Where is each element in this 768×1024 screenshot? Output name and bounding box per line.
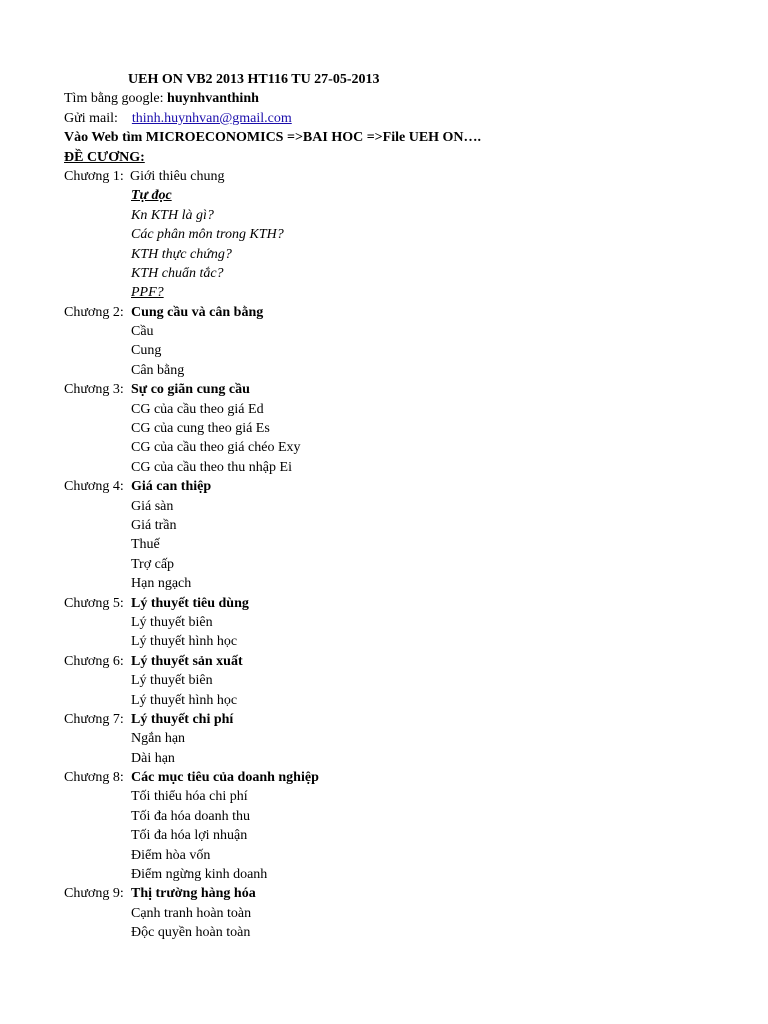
chapter-6-title: Lý thuyết sản xuất — [131, 653, 243, 669]
chapter-3-item-1: CG của cầu theo giá Ed — [131, 401, 264, 417]
chapter-2-label: Chương 2: — [64, 304, 124, 320]
chapter-5-title: Lý thuyết tiêu dùng — [131, 595, 249, 611]
chapter-4-item-4: Trợ cấp — [131, 556, 175, 572]
mail-label: Gửi mail: — [64, 110, 118, 126]
chapter-5-heading — [64, 594, 744, 613]
chapter-3-item-3: CG của cầu theo giá chéo Exy — [131, 440, 301, 456]
chapter-6-heading — [64, 652, 744, 671]
chapter-4-title: Giá can thiệp — [131, 479, 212, 495]
chapter-3-item-2: CG của cung theo giá Es — [131, 421, 270, 437]
chapter-8-item-5: Điểm ngừng kinh doanh — [131, 867, 268, 883]
chapter-4-item-1: Giá sàn — [131, 498, 174, 514]
chapter-1-item-2: Kn KTH là gì? — [131, 207, 214, 223]
chapter-1-item-1: Tự đọc — [131, 188, 172, 204]
chapter-3-label: Chương 3: — [64, 382, 124, 398]
chapter-2-heading — [64, 303, 744, 322]
web-instruction: Vào Web tìm MICROECONOMICS =>BAI HOC =>File UEH ON…. — [64, 130, 482, 146]
chapter-9-item-1: Cạnh tranh hoàn toàn — [131, 905, 252, 921]
chapter-6-item-1: Lý thuyết biên — [131, 673, 213, 689]
chapter-1-item-3: Các phân môn trong KTH? — [131, 227, 284, 243]
chapter-2-item-2: Cung — [131, 343, 162, 359]
chapter-4-item-5: Hạn ngạch — [131, 576, 192, 592]
chapter-9-item-2: Độc quyền hoàn toàn — [131, 925, 251, 941]
google-search-value: huynhvanthinh — [167, 91, 259, 107]
chapter-8-item-3: Tối đa hóa lợi nhuận — [131, 828, 248, 844]
chapter-2-item-1: Cầu — [131, 324, 154, 340]
chapter-1-item-6: PPF? — [131, 285, 164, 301]
chapter-9-label: Chương 9: — [64, 886, 124, 902]
chapter-1-heading — [64, 167, 744, 186]
chapter-6-label: Chương 6: — [64, 653, 124, 669]
chapter-7-item-1: Ngắn hạn — [131, 731, 186, 747]
chapter-2-item-3: Cân bằng — [131, 362, 185, 378]
chapter-8-title: Các mục tiêu của doanh nghiệp — [131, 770, 319, 786]
chapter-1-label: Chương 1: — [64, 168, 124, 184]
chapter-3-heading — [64, 380, 744, 399]
google-search-label: Tìm bằng google: — [64, 91, 168, 107]
chapter-5-item-1: Lý thuyết biên — [131, 614, 213, 630]
chapter-1-item-4: KTH thực chứng? — [131, 246, 232, 262]
chapter-8-item-1: Tối thiểu hóa chi phí — [131, 789, 248, 805]
chapter-9-title: Thị trường hàng hóa — [131, 886, 256, 902]
chapter-8-item-2: Tối đa hóa doanh thu — [131, 808, 250, 824]
chapter-8-heading — [64, 768, 744, 787]
chapter-7-title: Lý thuyết chi phí — [131, 711, 234, 727]
chapter-3-item-4: CG của cầu theo thu nhập Ei — [131, 459, 292, 475]
email-link[interactable]: thinh.huynhvan@gmail.com — [131, 110, 292, 126]
chapter-5-label: Chương 5: — [64, 595, 124, 611]
google-search-line — [64, 89, 744, 108]
chapter-8-label: Chương 8: — [64, 770, 124, 786]
chapter-1-item-5: KTH chuẩn tắc? — [131, 265, 224, 281]
chapter-9-heading — [64, 884, 744, 903]
document-body — [64, 70, 744, 943]
mail-line — [64, 109, 744, 128]
chapter-4-item-2: Giá trần — [131, 517, 177, 533]
chapter-4-item-3: Thuế — [131, 537, 160, 553]
chapter-7-label: Chương 7: — [64, 711, 124, 727]
chapter-1-title: Giới thiêu chung — [130, 168, 225, 184]
chapter-7-heading — [64, 710, 744, 729]
chapter-6-item-2: Lý thuyết hình học — [131, 692, 238, 708]
outline-heading: ĐỀ CƯƠNG: — [64, 149, 145, 165]
chapter-8-item-4: Điểm hòa vốn — [131, 847, 211, 863]
chapter-4-label: Chương 4: — [64, 479, 124, 495]
document-title: UEH ON VB2 2013 HT116 TU 27-05-2013 — [128, 72, 380, 87]
chapter-7-item-2: Dài hạn — [131, 750, 175, 766]
chapter-3-title: Sự co giãn cung cầu — [131, 382, 250, 398]
chapter-2-title: Cung cầu và cân bằng — [131, 304, 264, 320]
chapter-5-item-2: Lý thuyết hình học — [131, 634, 238, 650]
chapter-4-heading — [64, 477, 744, 496]
